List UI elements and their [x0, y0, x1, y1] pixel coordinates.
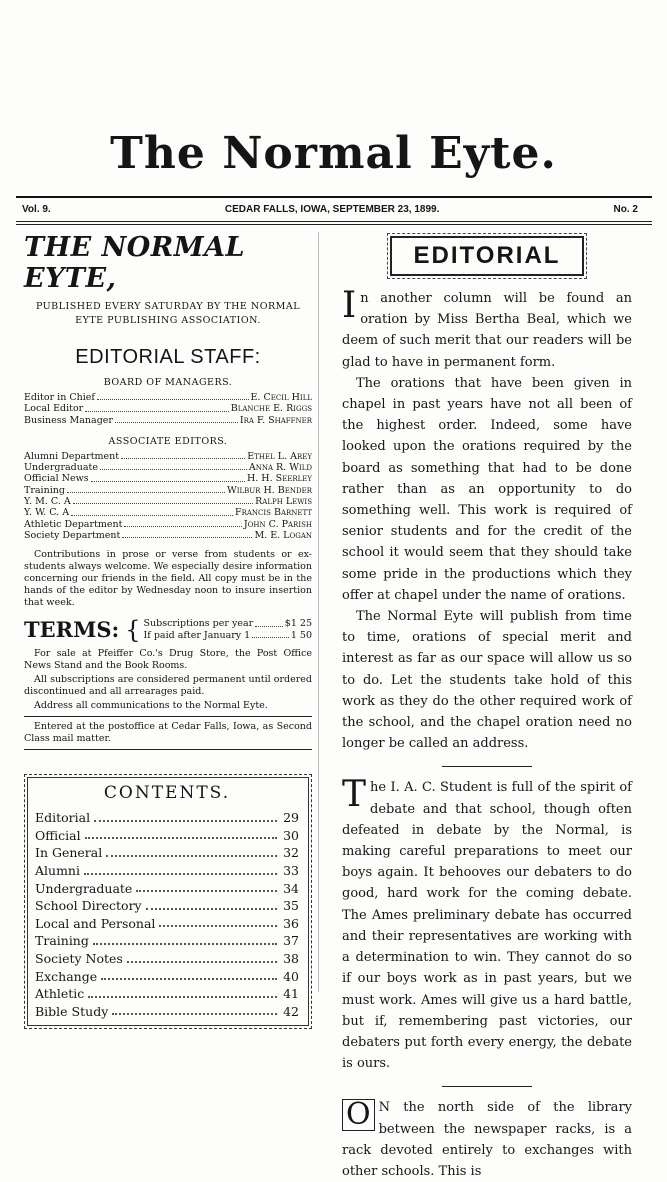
divider — [24, 749, 312, 750]
staff-row: Y. M. C. A Ralph Lewis — [24, 496, 312, 508]
issue-number: No. 2 — [613, 204, 638, 215]
terms-row: Subscriptions per year $1 25 — [143, 618, 312, 630]
masthead-rule-bottom — [16, 221, 652, 222]
contents-item: Exchange 40 — [35, 968, 299, 984]
contents-item: Undergraduate 34 — [35, 880, 299, 896]
volume-label: Vol. 9. — [22, 204, 51, 215]
contents-item: In General 32 — [35, 845, 299, 861]
editorial-column — [342, 236, 632, 1182]
staff-row: Athletic Department John C. Parish — [24, 518, 312, 530]
terms-row: If paid after January 1 1 50 — [143, 629, 312, 641]
editorial-paragraph: The orations that have been given in chapel in past years have not all been of the highest order. Indeed, some have looked upon the orations required by the board as something that had to be done rather than as an opportunity to do something well. This work is required of senior students and for the credit of the school it would seem that they should take some pride in the productions which they offer at chapel under the name of orations. — [342, 375, 632, 603]
dateline — [22, 204, 638, 215]
terms-label: TERMS: — [24, 617, 120, 643]
contents-item: Local and Personal 36 — [35, 915, 299, 931]
contents-item: Official 30 — [35, 827, 299, 843]
subscriptions-notice: All subscriptions are considered permanent until ordered discontinued and all arrearages paid. — [24, 674, 312, 698]
place-date: CEDAR FALLS, IOWA, SEPTEMBER 23, 1899. — [224, 204, 440, 215]
editorial-paragraph: In another column will be found an oration by Miss Bertha Beal, which we deem of such merit that our readers will be glad to have in permanent form. — [342, 285, 632, 370]
masthead-rule-bottom-2 — [16, 224, 652, 225]
drop-cap: O — [342, 1099, 375, 1131]
for-sale-notice: For sale at Pfeiffer Co.'s Drug Store, the Post Office News Stand and the Book Rooms. — [24, 648, 312, 672]
contents-box — [24, 774, 312, 1029]
contents-item: Society Notes 38 — [35, 951, 299, 967]
staff-row: Alumni Department Ethel L. Arey — [24, 450, 312, 462]
editorial-paragraph: O N the north side of the library between the newspaper racks, is a rack devoted entirely to exchanges with other schools. This is — [342, 1097, 632, 1179]
editorial-paragraph: The I. A. C. Student is full of the spirit of debate and that school, though often defeated in debate by the Normal, is making careful preparations to meet our boys again. It behooves our debaters to do good, hard work for the coming debate. The Ames preliminary debate has occurred and their representatives are working with a determination to win. They cannot do so if our boys work as in past years, but we must work. Ames will give us a hard battle, but if, remembering past victories, our debaters put forth every energy, the debate is ours. — [342, 774, 632, 1072]
brace-glyph: { — [125, 615, 141, 644]
section-separator — [442, 766, 532, 767]
staff-row: Official News H. H. Seerley — [24, 473, 312, 485]
staff-row: Business Manager Ira F. Shaffner — [24, 414, 312, 426]
contents-heading: CONTENTS. — [103, 783, 231, 804]
contributions-notice: Contributions in prose or verse from students or ex-students always welcome. We especially desire information concerning our friends in the field. All copy must be in the hands of the editor by Wednesday noon to insure insertion that week. — [24, 549, 312, 609]
divider — [24, 716, 312, 717]
masthead-rule-top — [16, 196, 652, 198]
contents-item: Editorial 29 — [35, 810, 299, 826]
contents-item: Bible Study 42 — [35, 1003, 299, 1019]
editorial-heading: EDITORIAL — [390, 236, 584, 276]
staff-row: Editor in Chief E. Cecil Hill — [24, 392, 312, 403]
contents-item: Athletic 41 — [35, 986, 299, 1002]
drop-cap: I — [342, 285, 357, 326]
left-column — [24, 232, 312, 1029]
staff-row: Undergraduate Anna R. Wild — [24, 462, 312, 474]
staff-row: Training Wilbur H. Bender — [24, 484, 312, 496]
contents-item: Training 37 — [35, 933, 299, 949]
paper-title: THE NORMAL EYTE, — [24, 232, 246, 294]
published-notice: PUBLISHED EVERY SATURDAY BY THE NORMAL EYTE PUBLISHING ASSOCIATION. — [35, 301, 301, 326]
masthead-title: The Normal Eyte. — [110, 128, 557, 179]
column-divider — [318, 232, 319, 992]
drop-cap: T — [342, 774, 367, 816]
terms-block — [24, 617, 312, 642]
staff-row: Y. W. C. A Francis Barnett — [24, 507, 312, 519]
associates-heading: ASSOCIATE EDITORS. — [108, 435, 228, 447]
address-notice: Address all communications to the Normal Eyte. — [34, 700, 268, 712]
staff-row: Society Department M. E. Logan — [24, 529, 312, 541]
entered-notice: Entered at the postoffice at Cedar Falls, Iowa, as Second Class mail matter. — [24, 721, 312, 745]
staff-heading: EDITORIAL STAFF: — [75, 346, 261, 368]
section-separator — [442, 1086, 532, 1087]
contents-item: School Directory 35 — [35, 898, 299, 914]
associates-list — [24, 451, 312, 541]
board-heading: BOARD OF MANAGERS. — [103, 377, 233, 388]
staff-row: Local Editor Blanche E. Riggs — [24, 403, 312, 415]
board-list — [24, 392, 312, 426]
editorial-paragraph: The Normal Eyte will publish from time to time, orations of special merit and interest as far as our space will allow us so to do. Let the students take hold of this work as they do the other required work of the school, and the chapel oration need no longer be called an address. — [342, 609, 632, 752]
contents-item: Alumni 33 — [35, 863, 299, 879]
